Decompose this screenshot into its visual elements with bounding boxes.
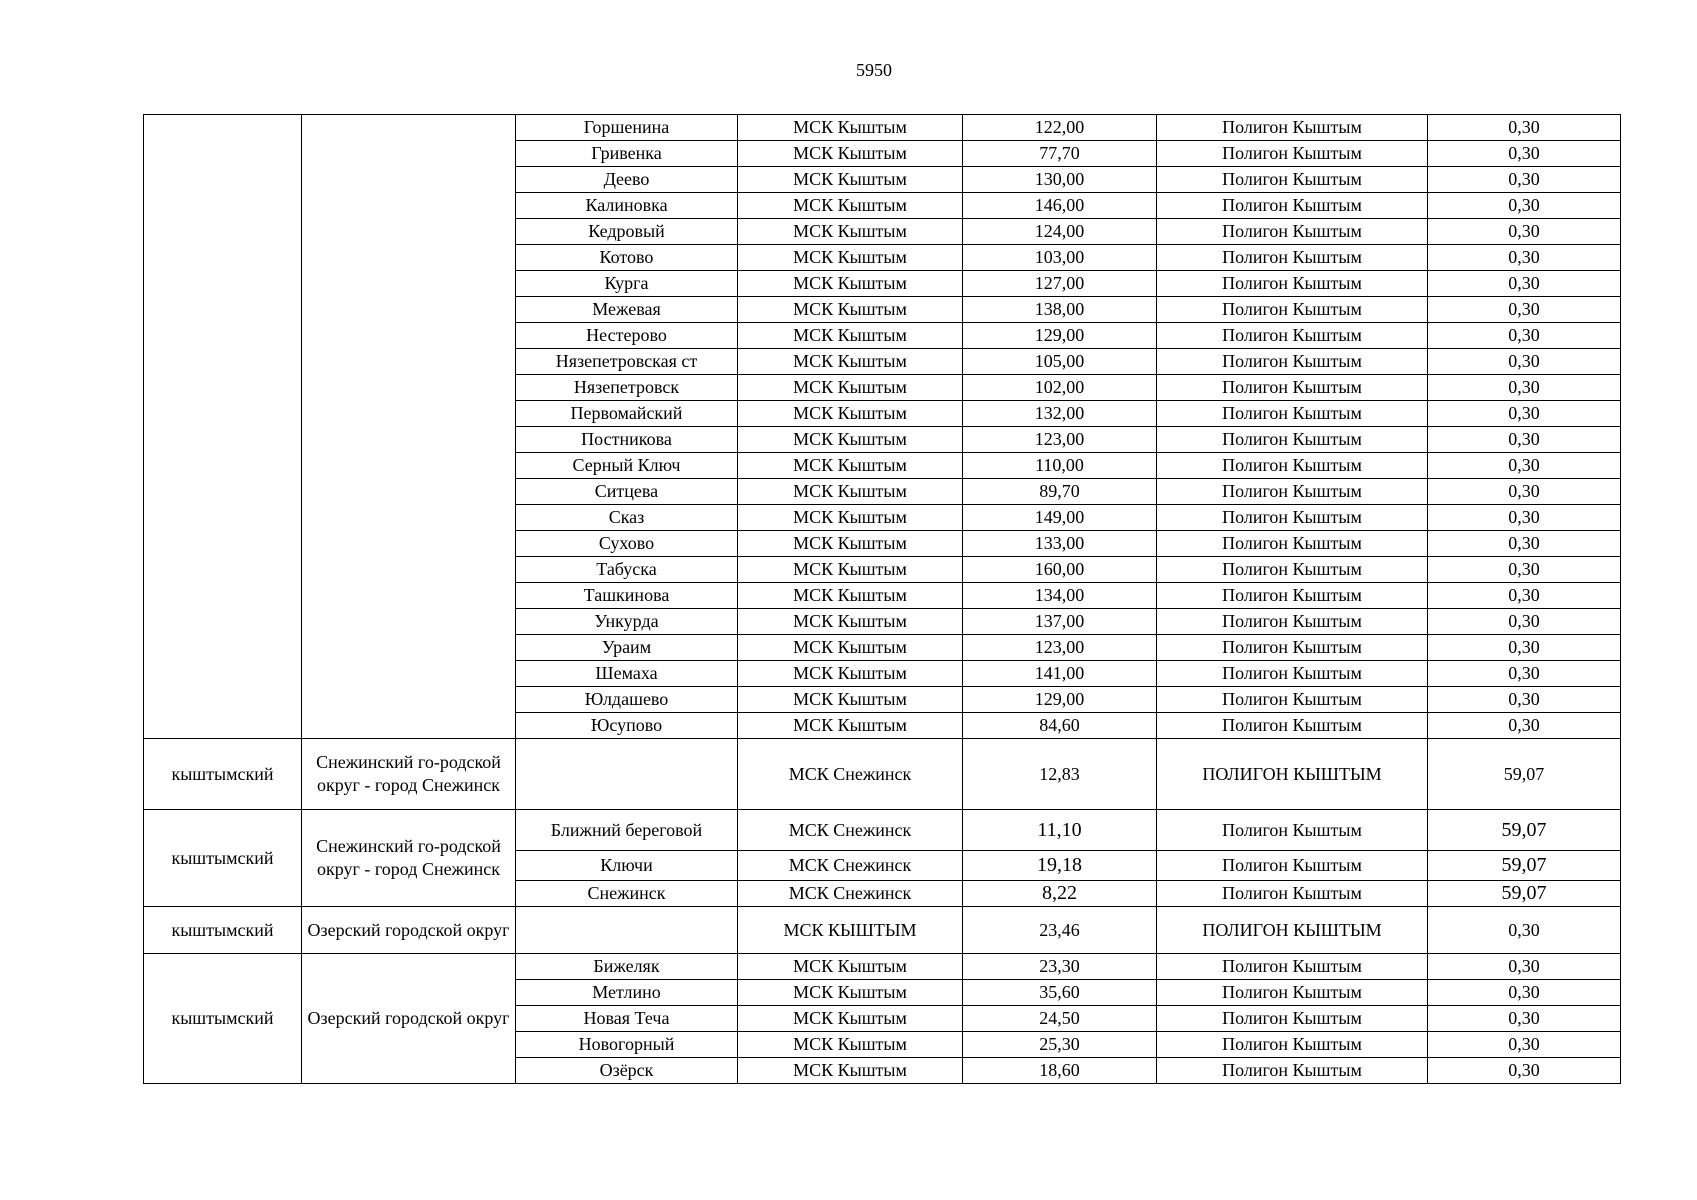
polygon-cell: Полигон Кыштым (1157, 453, 1428, 479)
table-row (144, 954, 1621, 980)
settlement-cell: Горшенина (516, 115, 738, 141)
distance-cell: 103,00 (963, 245, 1157, 271)
settlement-cell: Ташкинова (516, 583, 738, 609)
zone-cell: кыштымский (144, 739, 302, 810)
settlement-cell: Бижеляк (516, 954, 738, 980)
table-row (144, 115, 1621, 141)
value-cell: 59,07 (1428, 881, 1621, 907)
value-cell: 0,30 (1428, 219, 1621, 245)
table-row (144, 739, 1621, 810)
msk-cell: МСК Кыштым (738, 141, 963, 167)
value-cell: 59,07 (1428, 851, 1621, 881)
msk-cell: МСК Снежинск (738, 881, 963, 907)
distance-cell: 124,00 (963, 219, 1157, 245)
msk-cell: МСК Кыштым (738, 713, 963, 739)
msk-cell: МСК Кыштым (738, 980, 963, 1006)
msk-cell: МСК Кыштым (738, 193, 963, 219)
settlement-cell: Нестерово (516, 323, 738, 349)
polygon-cell: Полигон Кыштым (1157, 401, 1428, 427)
district-cell: Озерский городской округ (302, 907, 516, 954)
distance-cell: 123,00 (963, 635, 1157, 661)
zone-cell: кыштымский (144, 810, 302, 907)
distance-cell: 24,50 (963, 1006, 1157, 1032)
polygon-cell: Полигон Кыштым (1157, 505, 1428, 531)
polygon-cell: Полигон Кыштым (1157, 851, 1428, 881)
distance-cell: 8,22 (963, 881, 1157, 907)
msk-cell: МСК Снежинск (738, 810, 963, 851)
msk-cell: МСК Кыштым (738, 1006, 963, 1032)
district-cell: Озерский городской округ (302, 954, 516, 1084)
distance-cell: 89,70 (963, 479, 1157, 505)
settlement-cell: Ураим (516, 635, 738, 661)
polygon-cell: ПОЛИГОН КЫШТЫМ (1157, 739, 1428, 810)
msk-cell: МСК Кыштым (738, 271, 963, 297)
settlement-cell: Новая Теча (516, 1006, 738, 1032)
polygon-cell: Полигон Кыштым (1157, 167, 1428, 193)
settlement-cell: Юсупово (516, 713, 738, 739)
msk-cell: МСК Кыштым (738, 609, 963, 635)
value-cell: 0,30 (1428, 557, 1621, 583)
table-row (144, 907, 1621, 954)
polygon-cell: Полигон Кыштым (1157, 115, 1428, 141)
distance-cell: 130,00 (963, 167, 1157, 193)
zone-cell: кыштымский (144, 954, 302, 1084)
settlement-cell (516, 739, 738, 810)
distance-cell: 123,00 (963, 427, 1157, 453)
zone-cell: кыштымский (144, 907, 302, 954)
polygon-cell: Полигон Кыштым (1157, 609, 1428, 635)
polygon-cell: Полигон Кыштым (1157, 245, 1428, 271)
settlement-cell: Ситцева (516, 479, 738, 505)
value-cell: 0,30 (1428, 635, 1621, 661)
value-cell: 0,30 (1428, 583, 1621, 609)
distance-cell: 141,00 (963, 661, 1157, 687)
value-cell: 0,30 (1428, 907, 1621, 954)
polygon-cell: Полигон Кыштым (1157, 810, 1428, 851)
value-cell: 59,07 (1428, 810, 1621, 851)
settlement-cell: Озёрск (516, 1058, 738, 1084)
distance-cell: 23,46 (963, 907, 1157, 954)
distance-cell: 35,60 (963, 980, 1157, 1006)
settlement-cell: Сказ (516, 505, 738, 531)
settlement-cell: Кедровый (516, 219, 738, 245)
msk-cell: МСК Кыштым (738, 687, 963, 713)
value-cell: 0,30 (1428, 505, 1621, 531)
msk-cell: МСК Кыштым (738, 401, 963, 427)
distance-cell: 84,60 (963, 713, 1157, 739)
settlement-cell: Нязепетровская ст (516, 349, 738, 375)
value-cell: 0,30 (1428, 980, 1621, 1006)
distance-cell: 132,00 (963, 401, 1157, 427)
polygon-cell: Полигон Кыштым (1157, 1058, 1428, 1084)
distance-cell: 129,00 (963, 323, 1157, 349)
settlement-cell: Серный Ключ (516, 453, 738, 479)
distance-cell: 122,00 (963, 115, 1157, 141)
settlement-cell: Снежинск (516, 881, 738, 907)
polygon-cell: Полигон Кыштым (1157, 427, 1428, 453)
distance-cell: 134,00 (963, 583, 1157, 609)
settlement-cell: Шемаха (516, 661, 738, 687)
polygon-cell: Полигон Кыштым (1157, 349, 1428, 375)
table-body (144, 115, 1621, 1084)
value-cell: 0,30 (1428, 531, 1621, 557)
msk-cell: МСК Снежинск (738, 851, 963, 881)
settlement-cell: Табуска (516, 557, 738, 583)
value-cell: 0,30 (1428, 687, 1621, 713)
settlement-cell: Котово (516, 245, 738, 271)
value-cell: 0,30 (1428, 245, 1621, 271)
value-cell: 0,30 (1428, 349, 1621, 375)
distance-cell: 23,30 (963, 954, 1157, 980)
settlement-cell: Новогорный (516, 1032, 738, 1058)
value-cell: 0,30 (1428, 193, 1621, 219)
msk-cell: МСК Кыштым (738, 219, 963, 245)
settlement-cell: Постникова (516, 427, 738, 453)
polygon-cell: Полигон Кыштым (1157, 713, 1428, 739)
polygon-cell: Полигон Кыштым (1157, 193, 1428, 219)
settlement-cell: Юлдашево (516, 687, 738, 713)
polygon-cell: Полигон Кыштым (1157, 661, 1428, 687)
value-cell: 0,30 (1428, 297, 1621, 323)
page-number: 5950 (856, 60, 892, 80)
settlement-cell: Ближний береговой (516, 810, 738, 851)
value-cell: 0,30 (1428, 1006, 1621, 1032)
district-cell: Снежинский го-родской округ - город Снежинск (302, 810, 516, 907)
msk-cell: МСК Кыштым (738, 583, 963, 609)
zone-cell (144, 115, 302, 739)
msk-cell: МСК Кыштым (738, 557, 963, 583)
msk-cell: МСК КЫШТЫМ (738, 907, 963, 954)
msk-cell: МСК Кыштым (738, 115, 963, 141)
value-cell: 0,30 (1428, 271, 1621, 297)
value-cell: 0,30 (1428, 479, 1621, 505)
value-cell: 0,30 (1428, 954, 1621, 980)
distance-cell: 160,00 (963, 557, 1157, 583)
distance-cell: 77,70 (963, 141, 1157, 167)
distance-cell: 11,10 (963, 810, 1157, 851)
msk-cell: МСК Кыштым (738, 661, 963, 687)
msk-cell: МСК Кыштым (738, 167, 963, 193)
district-cell (302, 115, 516, 739)
msk-cell: МСК Кыштым (738, 505, 963, 531)
msk-cell: МСК Кыштым (738, 375, 963, 401)
district-cell: Снежинский го-родской округ - город Снежинск (302, 739, 516, 810)
settlement-cell: Калиновка (516, 193, 738, 219)
value-cell: 0,30 (1428, 401, 1621, 427)
settlement-cell: Ключи (516, 851, 738, 881)
settlement-cell: Деево (516, 167, 738, 193)
value-cell: 0,30 (1428, 323, 1621, 349)
settlement-cell: Нязепетровск (516, 375, 738, 401)
polygon-cell: Полигон Кыштым (1157, 980, 1428, 1006)
distance-cell: 133,00 (963, 531, 1157, 557)
distance-cell: 138,00 (963, 297, 1157, 323)
distance-cell: 110,00 (963, 453, 1157, 479)
settlement-cell: Ункурда (516, 609, 738, 635)
value-cell: 0,30 (1428, 1058, 1621, 1084)
msk-cell: МСК Кыштым (738, 323, 963, 349)
value-cell: 0,30 (1428, 609, 1621, 635)
distance-cell: 18,60 (963, 1058, 1157, 1084)
polygon-cell: Полигон Кыштым (1157, 531, 1428, 557)
msk-cell: МСК Кыштым (738, 1032, 963, 1058)
value-cell: 0,30 (1428, 1032, 1621, 1058)
polygon-cell: Полигон Кыштым (1157, 635, 1428, 661)
msk-cell: МСК Кыштым (738, 954, 963, 980)
settlement-cell: Гривенка (516, 141, 738, 167)
value-cell: 0,30 (1428, 141, 1621, 167)
settlement-cell: Межевая (516, 297, 738, 323)
msk-cell: МСК Кыштым (738, 531, 963, 557)
polygon-cell: Полигон Кыштым (1157, 297, 1428, 323)
msk-cell: МСК Кыштым (738, 297, 963, 323)
waste-routes-table (143, 114, 1621, 1084)
distance-cell: 19,18 (963, 851, 1157, 881)
polygon-cell: Полигон Кыштым (1157, 557, 1428, 583)
msk-cell: МСК Кыштым (738, 1058, 963, 1084)
settlement-cell (516, 907, 738, 954)
settlement-cell: Сухово (516, 531, 738, 557)
distance-cell: 127,00 (963, 271, 1157, 297)
distance-cell: 102,00 (963, 375, 1157, 401)
polygon-cell: Полигон Кыштым (1157, 479, 1428, 505)
polygon-cell: ПОЛИГОН КЫШТЫМ (1157, 907, 1428, 954)
value-cell: 0,30 (1428, 453, 1621, 479)
polygon-cell: Полигон Кыштым (1157, 1032, 1428, 1058)
value-cell: 0,30 (1428, 167, 1621, 193)
settlement-cell: Курга (516, 271, 738, 297)
value-cell: 0,30 (1428, 713, 1621, 739)
msk-cell: МСК Снежинск (738, 739, 963, 810)
value-cell: 0,30 (1428, 375, 1621, 401)
distance-cell: 146,00 (963, 193, 1157, 219)
value-cell: 0,30 (1428, 427, 1621, 453)
distance-cell: 137,00 (963, 609, 1157, 635)
polygon-cell: Полигон Кыштым (1157, 141, 1428, 167)
polygon-cell: Полигон Кыштым (1157, 375, 1428, 401)
settlement-cell: Метлино (516, 980, 738, 1006)
msk-cell: МСК Кыштым (738, 635, 963, 661)
table-row (144, 810, 1621, 851)
msk-cell: МСК Кыштым (738, 427, 963, 453)
value-cell: 0,30 (1428, 661, 1621, 687)
distance-cell: 129,00 (963, 687, 1157, 713)
msk-cell: МСК Кыштым (738, 453, 963, 479)
polygon-cell: Полигон Кыштым (1157, 687, 1428, 713)
msk-cell: МСК Кыштым (738, 479, 963, 505)
distance-cell: 12,83 (963, 739, 1157, 810)
msk-cell: МСК Кыштым (738, 349, 963, 375)
distance-cell: 149,00 (963, 505, 1157, 531)
polygon-cell: Полигон Кыштым (1157, 583, 1428, 609)
polygon-cell: Полигон Кыштым (1157, 271, 1428, 297)
polygon-cell: Полигон Кыштым (1157, 1006, 1428, 1032)
polygon-cell: Полигон Кыштым (1157, 219, 1428, 245)
settlement-cell: Первомайский (516, 401, 738, 427)
value-cell: 0,30 (1428, 115, 1621, 141)
polygon-cell: Полигон Кыштым (1157, 954, 1428, 980)
distance-cell: 105,00 (963, 349, 1157, 375)
value-cell: 59,07 (1428, 739, 1621, 810)
msk-cell: МСК Кыштым (738, 245, 963, 271)
distance-cell: 25,30 (963, 1032, 1157, 1058)
polygon-cell: Полигон Кыштым (1157, 323, 1428, 349)
polygon-cell: Полигон Кыштым (1157, 881, 1428, 907)
